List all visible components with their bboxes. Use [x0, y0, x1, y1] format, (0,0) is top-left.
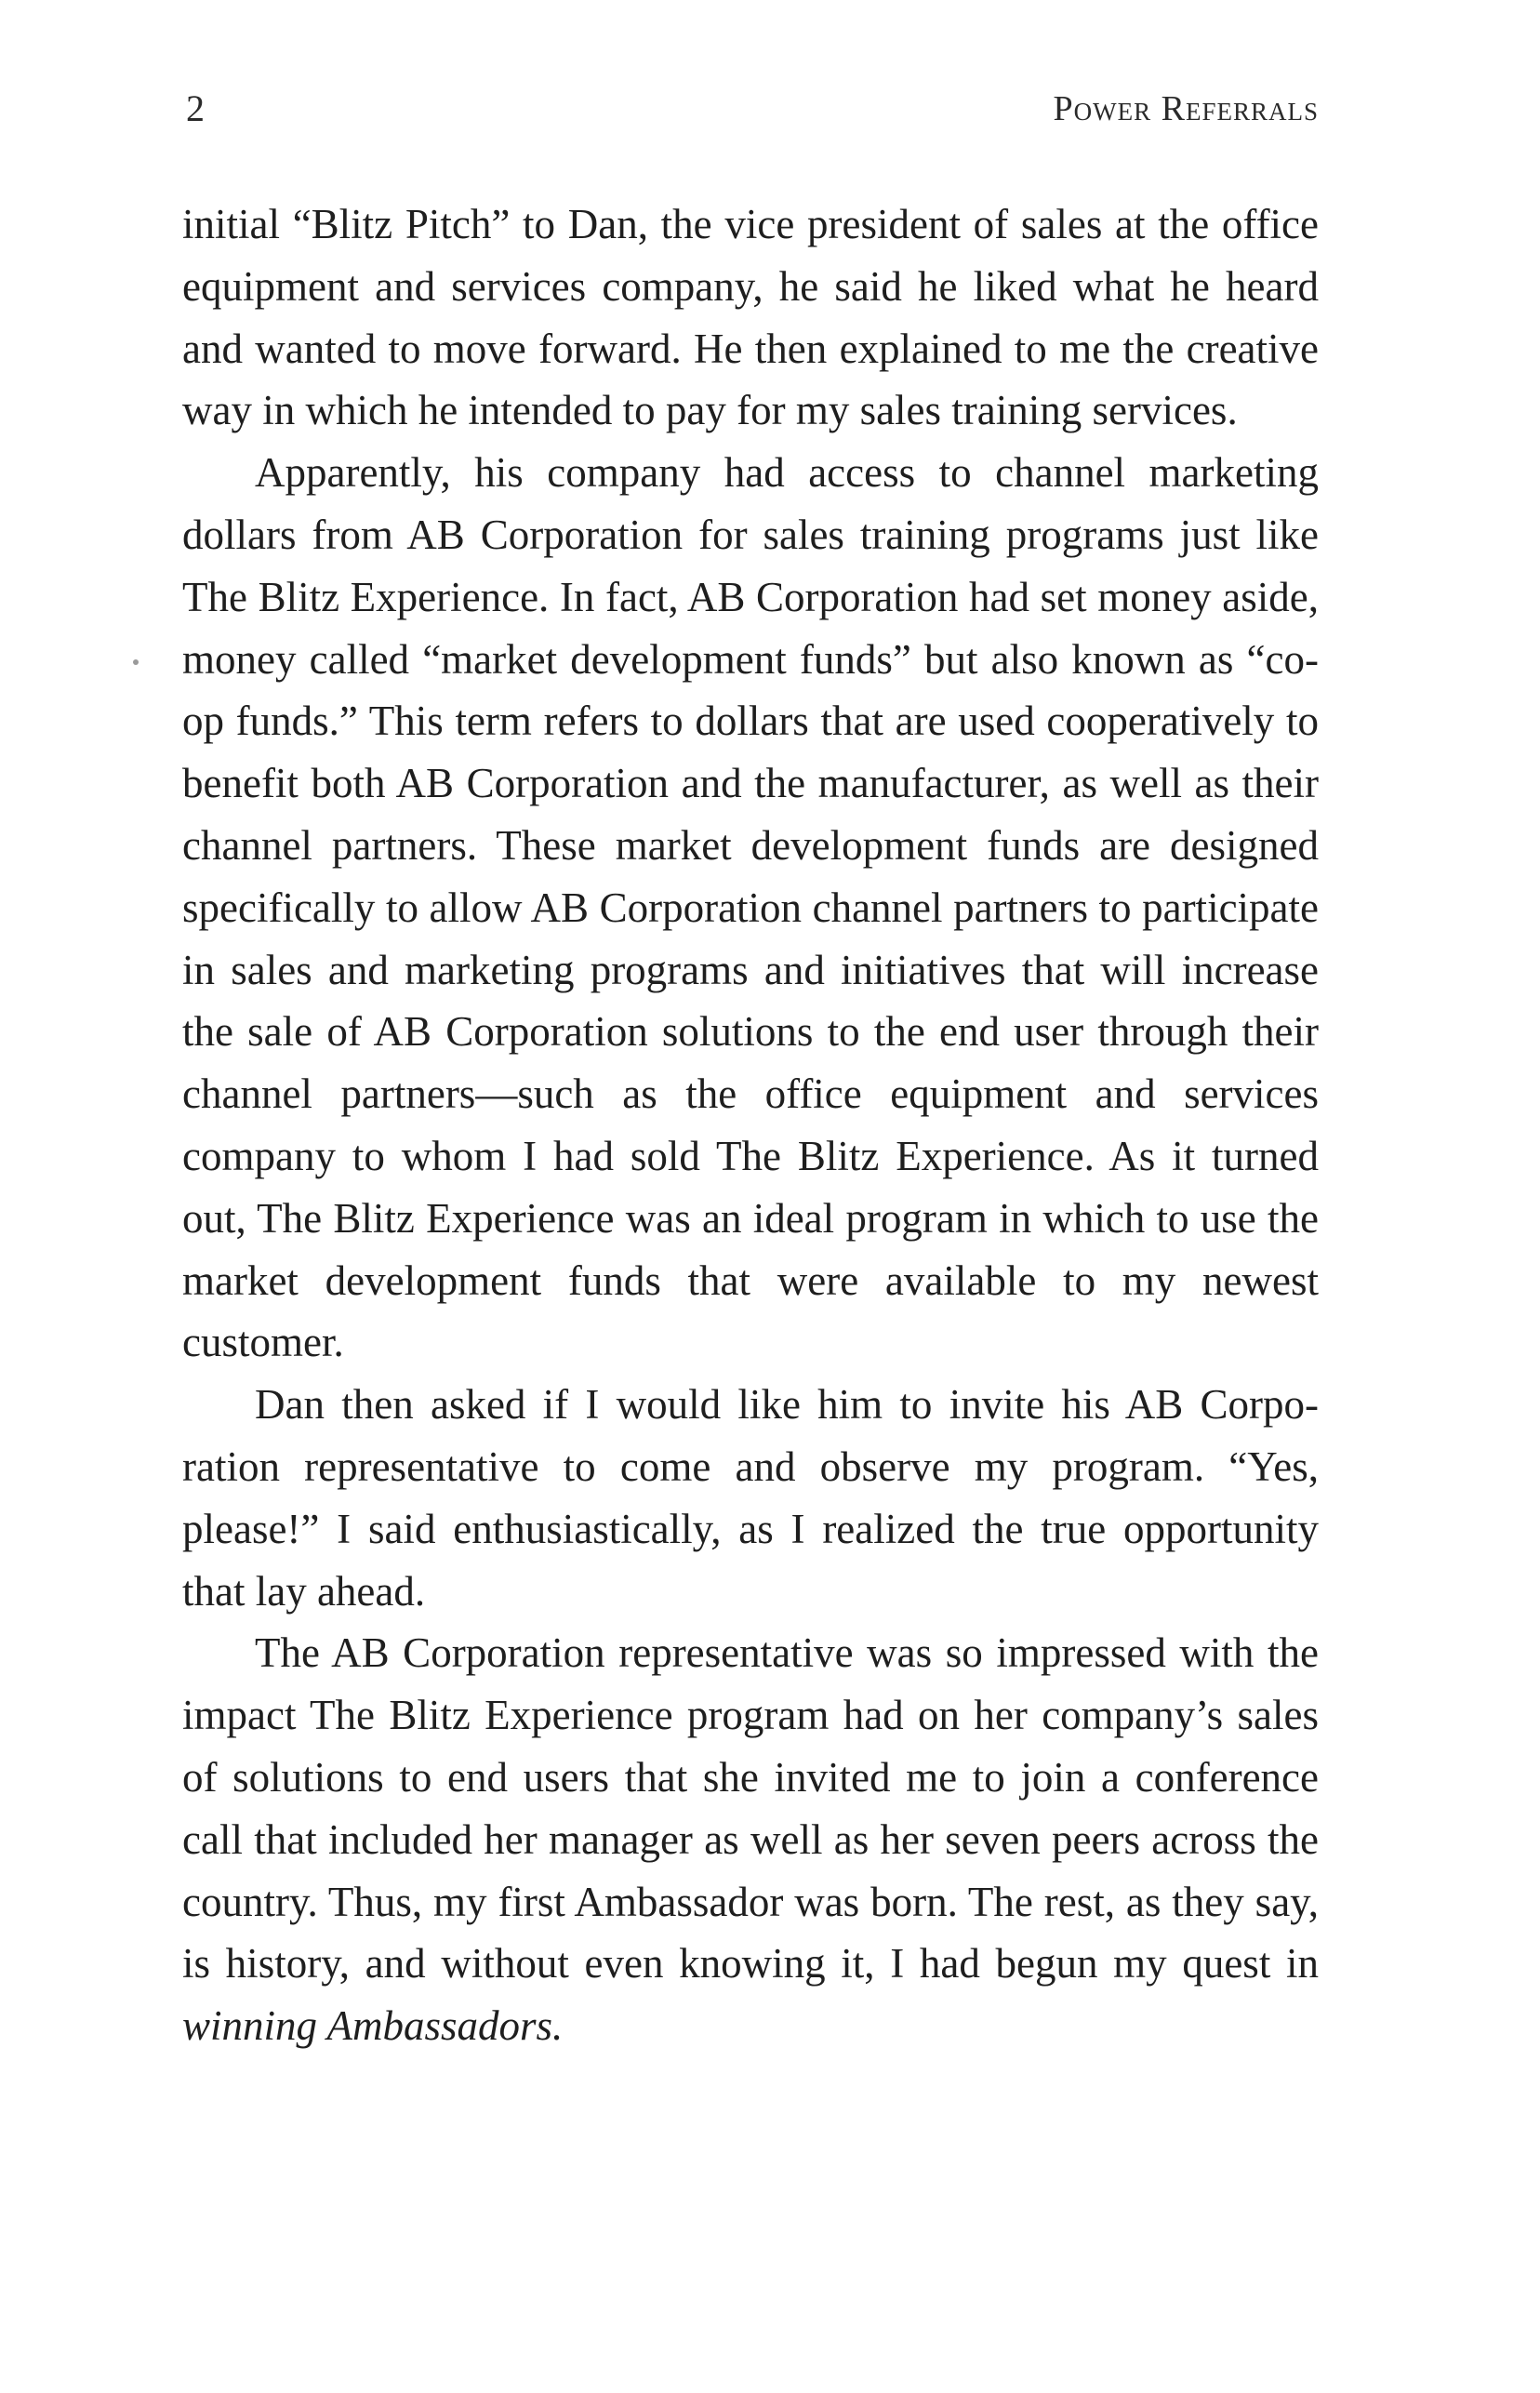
running-header	[177, 86, 1319, 132]
paragraph: Apparently, his company had access to channel marketing dollars from AB Corporation for sales training programs just like The Blitz Experience. In fact, AB Corporation had set money aside, money called “market development funds” but also known as “co-op funds.” This term refers to dollars that are used cooperatively to benefit both AB Corporation and the manufacturer, as well as their channel partners. These market development funds are designed specifically to allow AB Corporation channel partners to participate in sales and marketing programs and initiatives that will increase the sale of AB Corporation solutions to the end user through their channel partners—such as the office equipment and services company to whom I had sold The Blitz Experience. As it turned out, The Blitz Experience was an ideal program in which to use the market development funds that were available to my newest customer.	[182, 449, 1319, 1366]
running-title: Power Referrals	[1053, 89, 1319, 128]
italic-emphasis: winning Ambassadors.	[182, 2002, 564, 2050]
paragraph: Dan then asked if I would like him to invite his AB Corporation representative to come and observe my program. “Yes, please!” I said enthusiastically, as I realized the true opportunity that lay ahead.	[182, 1381, 1319, 1615]
body-text	[182, 193, 1319, 2057]
page-number: 2	[186, 87, 205, 129]
paragraph-text: The AB Corporation representative was so impressed with the impact The Blitz Experience program had on her company’s sales of solutions to end users that she invited me to join a conference call that included her manager as well as her seven peers across the country. Thus, my first Ambassador was born. The rest, as they say, is history, and without even knowing it, I had begun my quest in	[182, 1629, 1319, 1988]
paragraph-continued: initial “Blitz Pitch” to Dan, the vice president of sales at the office equipment and services company, he said he liked what he heard and wanted to move forward. He then explained to me the creative way in which he intended to pay for my sales training services.	[182, 201, 1319, 434]
margin-speck	[133, 659, 139, 665]
paragraph-final	[182, 1622, 1319, 2057]
